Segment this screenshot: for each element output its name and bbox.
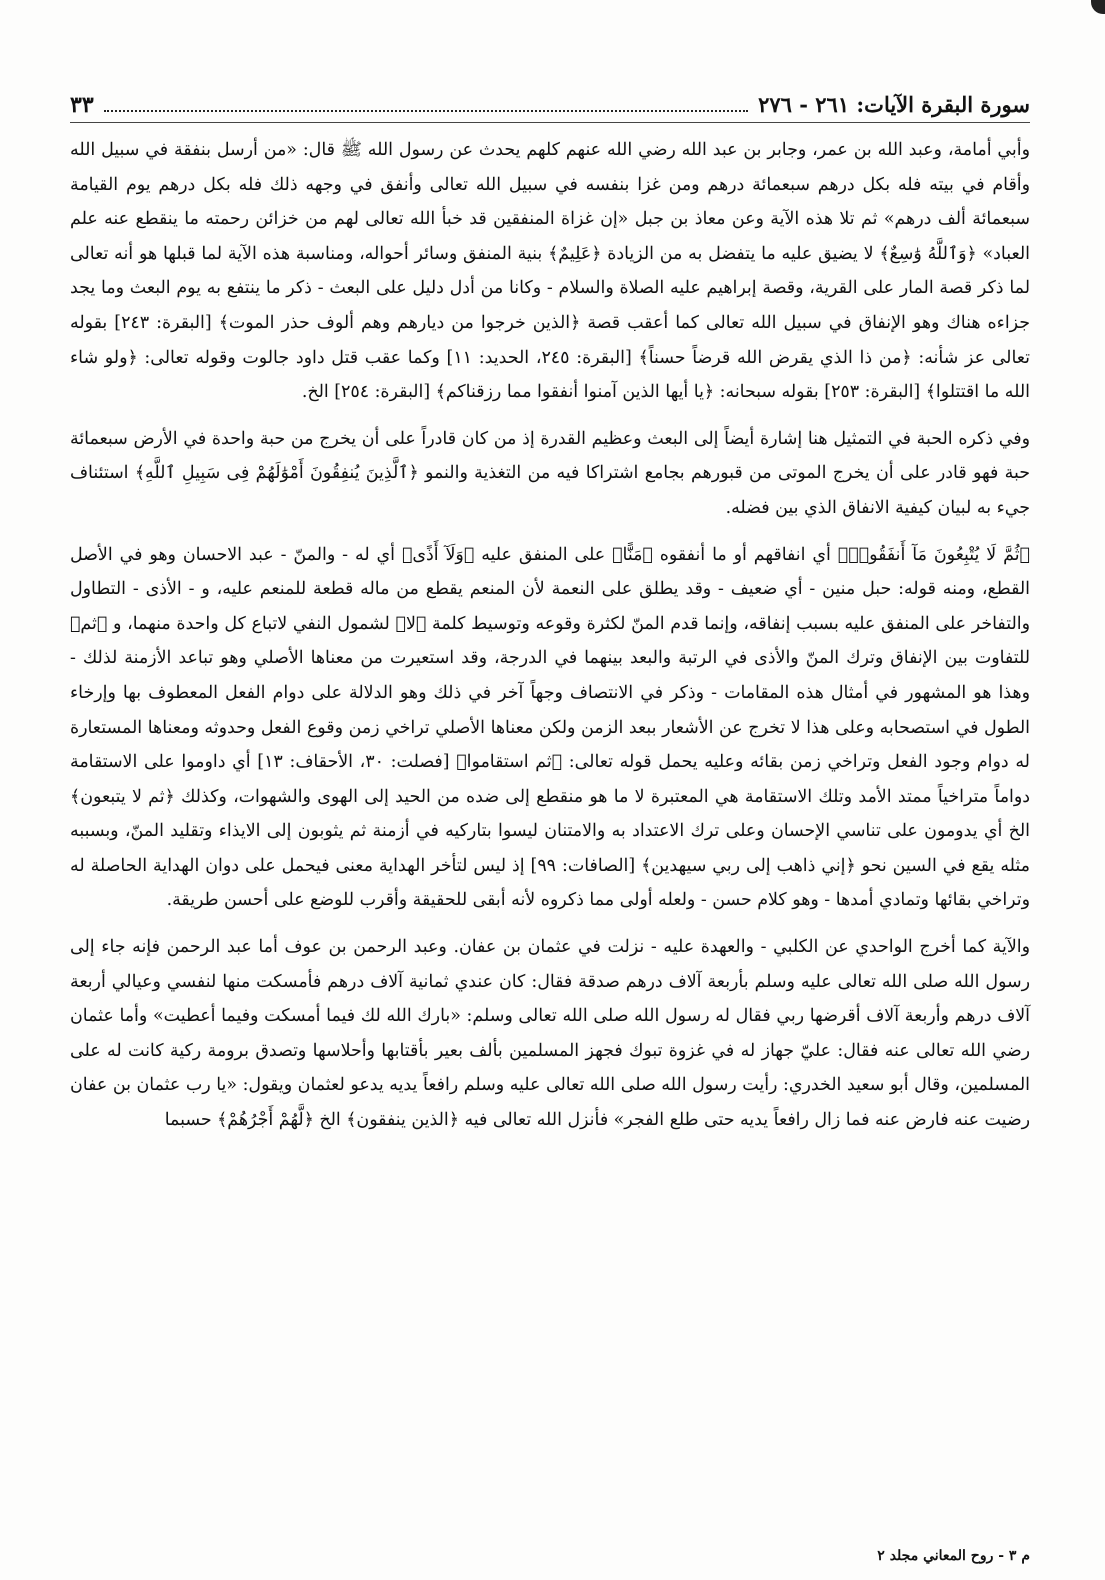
paragraph-1: وأبي أمامة، وعبد الله بن عمر، وجابر بن عبد الله رضي الله عنهم كلهم يحدث عن رسول الله ﷺ قال: «من أرسل بنفقة في سبيل الله وأقام في بيته فله بكل درهم سبعمائة درهم ومن غزا بنفسه في سبيل الله تعالى وأنفق في وجهه ذلك فله بكل درهم يوم القيامة سبعمائة ألف درهم» ثم تلا هذه الآية وعن معاذ بن جبل «إن غزاة المنفقين قد خبأ الله تعالى لهم من خزائن رحمته ما ينقطع عنه علم العباد» ﴿وَٱللَّهُ وَٰسِعٌ﴾ لا يضيق عليه ما يتفضل به من الزيادة ﴿عَلِيمٌ﴾ بنية المنفق وسائر أحواله، ومناسبة هذه الآية لما قبلها هو أنه تعالى لما ذكر قصة المار على القرية، وقصة إبراهيم عليه الصلاة والسلام - وكانا من أدل دليل على البعث - ذكر ما ينتفع به يوم البعث وما يجد جزاءه هناك وهو الإنفاق في سبيل الله تعالى كما أعقب قصة ﴿الذين خرجوا من ديارهم وهم ألوف حذر الموت﴾ [البقرة: ٢٤٣] بقوله تعالى عز شأنه: ﴿من ذا الذي يقرض الله قرضاً حسناً﴾ [البقرة: ٢٤٥، الحديد: ١١] وكما عقب قتل داود جالوت وقوله تعالى: ﴿ولو شاء الله ما اقتتلوا﴾ [البقرة: ٢٥٣] بقوله سبحانه: ﴿يا أيها الذين آمنوا أنفقوا مما رزقناكم﴾ [البقرة: ٢٥٤] الخ. [70, 140, 1031, 403]
paragraph-3: ﴿ثُمَّ لَا يُتْبِعُونَ مَآ أَنفَقُوا۟﴾ أي انفاقهم أو ما أنفقوه ﴿مَنًّا﴾ على المنفق عليه ﴿وَلَآ أَذًى﴾ أي له - والمنّ - عبد الاحسان وهو في الأصل القطع، ومنه قوله: حبل منين - أي ضعيف - وقد يطلق على النعمة لأن المنعم يقطع من ماله قطعة للمنعم عليه، و - الأذى - التطاول والتفاخر على المنفق عليه بسبب إنفاقه، وإنما قدم المنّ لكثرة وقوعه وتوسيط كلمة ﴿لا﴾ لشمول النفي لاتباع كل واحدة منهما، و ﴿ثم﴾ للتفاوت بين الإنفاق وترك المنّ والأذى في الرتبة والبعد بينهما في الدرجة، وقد استعيرت من معناها الأصلي وهو تباعد الأزمنة لذلك - وهذا هو المشهور في أمثال هذه المقامات - وذكر في الانتصاف وجهاً آخر في ذلك وهو الدلالة على دوام الفعل المعطوف بها وإرخاء الطول في استصحابه وعلى هذا لا تخرج عن الأشعار ببعد الزمن ولكن معناها الأصلي تراخي زمن وقوع الفعل وحدوثه ومعناها المستعارة له دوام وجود الفعل وتراخي زمن بقائه وعليه يحمل قوله تعالى: ﴿ثم استقاموا﴾ [فصلت: ٣٠، الأحقاف: ١٣] أي داوموا على الاستقامة دواماً متراخياً ممتد الأمد وتلك الاستقامة هي المعتبرة لا ما هو منقطع إلى ضده من الحيد إلى الهوى والشهوات، وكذلك ﴿ثم لا يتبعون﴾ الخ أي يدومون على تناسي الإحسان وعلى ترك الاعتداد به والامتنان ليسوا بتاركيه في أزمنة ثم يثوبون إلى الايذاء وتقليد المنّ، وبسببه مثله يقع في السين نحو ﴿إني ذاهب إلى ربي سيهدين﴾ [الصافات: ٩٩] إذ ليس لتأخر الهداية معنى فيحمل على دوان الهداية الحاصلة له وتراخي بقائها وتمادي أمدها - وهو كلام حسن - ولعله أولى مما ذكروه لأنه أبقى للحقيقة وأقرب للوضع على أحسن طريقة. [70, 544, 1030, 911]
paragraph-2: وفي ذكره الحبة في التمثيل هنا إشارة أيضاً إلى البعث وعظيم القدرة إذ من كان قادراً على أن يخرج من حبة واحدة في الأرض سبعمائة حبة فهو قادر على أن يخرج الموتى من قبورهم بجامع اشتراكا فيه من التغذية والنمو ﴿ٱلَّذِينَ يُنفِقُونَ أَمْوَٰلَهُمْ فِى سَبِيلِ ٱللَّهِ﴾ استئناف جيء به لبيان كيفية الانفاق الذي بين فضله. [70, 428, 1030, 518]
header-dot-leader [104, 110, 748, 112]
running-title: سورة البقرة الآيات: ٢٦١ - ٢٧٦ [758, 92, 1030, 117]
page-header [70, 92, 1030, 123]
page-corner-mark [1091, 0, 1105, 14]
paragraph-4: والآية كما أخرج الواحدي عن الكلبي - والعهدة عليه - نزلت في عثمان بن عفان. وعبد الرحمن بن عوف أما عبد الرحمن فإنه جاء إلى رسول الله صلى الله تعالى عليه وسلم بأربعة آلاف درهم صدقة فقال: كان عندي ثمانية آلاف درهم فأمسكت منها لنفسي وعيالي أربعة آلاف درهم وأربعة آلاف أقرضها ربي فقال له رسول الله صلى الله تعالى وسلم: «بارك الله لك فيما أمسكت وفيما أعطيت» وأما عثمان رضي الله تعالى عنه فقال: عليّ جهاز له في غزوة تبوك فجهز المسلمين بألف بعير بأقتابها وأحلاسها وتصدق برومة ركية كانت له على المسلمين، وقال أبو سعيد الخدري: رأيت رسول الله صلى الله تعالى عليه وسلم رافعاً يديه يدعو لعثمان ويقول: «يا رب عثمان بن عفان رضيت عنه فارض عنه فما زال رافعاً يديه حتى طلع الفجر» فأنزل الله تعالى فيه ﴿الذين ينفقون﴾ الخ ﴿لَّهُمْ أَجْرُهُمْ﴾ حسبما [70, 937, 1030, 1131]
page-number: ٣٣ [70, 92, 94, 118]
footer-signature: م ٣ - روح المعاني مجلد ٢ [877, 1548, 1030, 1564]
page-body [70, 92, 1030, 1138]
